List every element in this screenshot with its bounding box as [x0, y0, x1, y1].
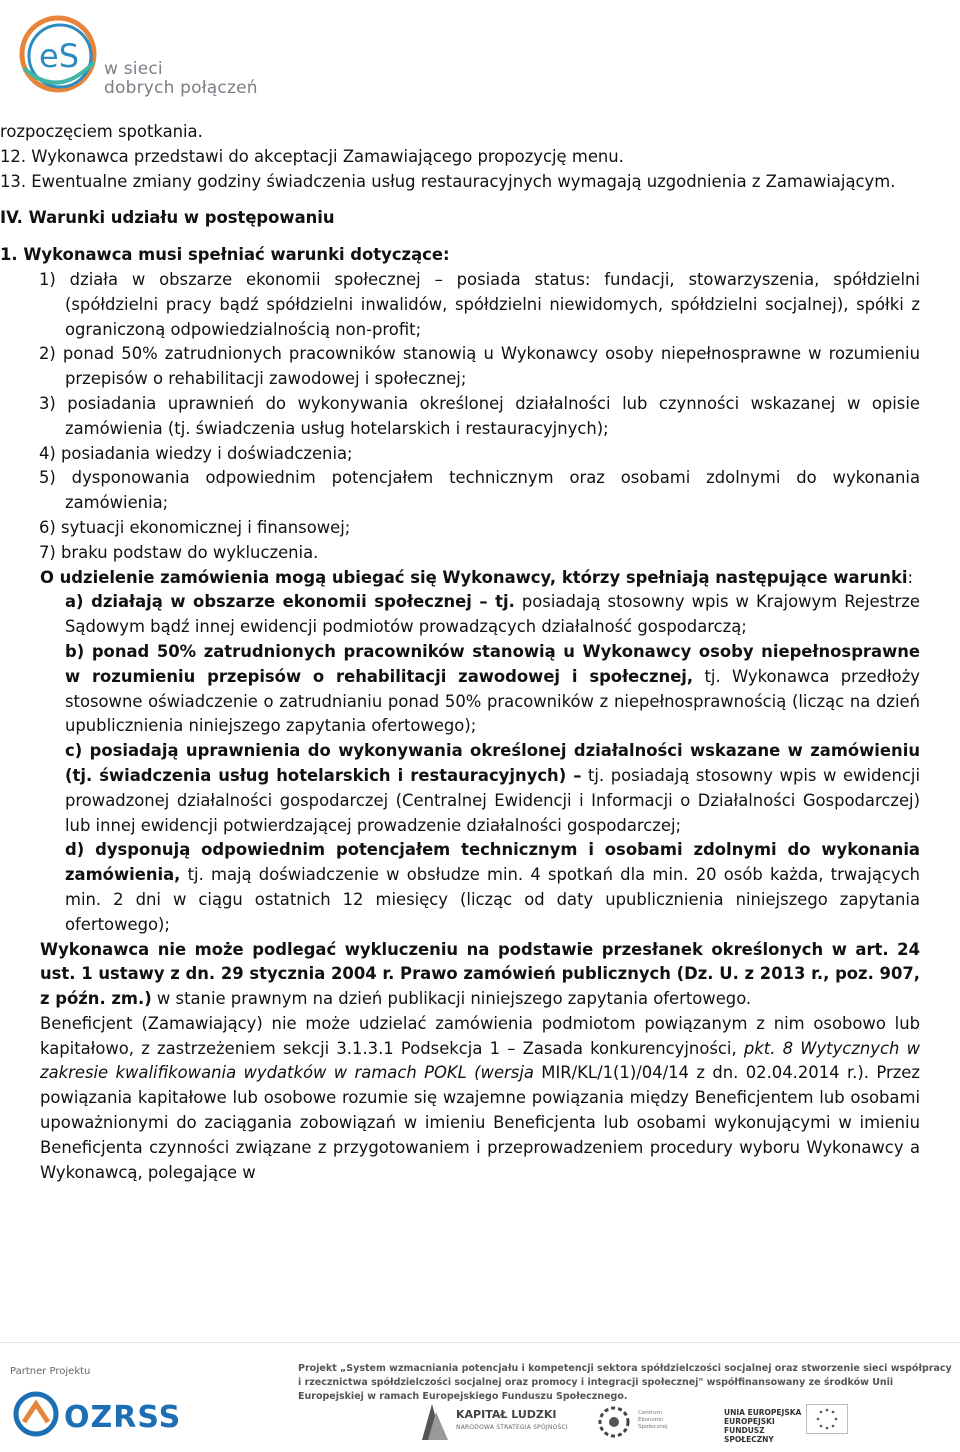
- list-item: 4) posiadania wiedzy i doświadczenia;: [39, 443, 353, 463]
- section-heading: IV. Warunki udziału w postępowaniu: [0, 208, 335, 228]
- logo-line1: w sieci: [104, 59, 163, 79]
- list-item: 5) dysponowania odpowiednim potencjałem technicznym oraz osobami zdolnymi do wykonania zamówienia;: [39, 468, 920, 513]
- point-4-a: Beneficjent (Zamawiający) nie może udzielać zamówienia podmiotom powiązanym z nim osobowo lub kapitałowo, z zastrzeżeniem sekcji 3.1.3.1 Podsekcja 1 – Zasada konkurencyjności,: [40, 1013, 920, 1058]
- list-item: 1) działa w obszarze ekonomii społecznej – posiada status: fundacji, stowarzyszenia, spółdzielni (spółdzielni pracy bądź spółdzielni inwalidów, spółdzielni niewidomych, spółdzielni socjalnej), spółki z ograniczoną odpowiedzialnością non-profit;: [39, 269, 920, 339]
- point-2d: [0, 838, 920, 937]
- kapital-ludzki-logo: [418, 1400, 558, 1444]
- point-2c-rest: tj. posiadają stosowny wpis w ewidencji prowadzonej działalności gospodarczej (Centralnej Ewidencji i Informacji o Działalności Gospodarczej) lub innej ewidencji potwierdzającej prowadzenie działalności gospodarczej;: [65, 765, 920, 835]
- text-line: 12. Wykonawca przedstawi do akceptacji Zamawiającego propozycję menu.: [0, 146, 624, 166]
- footer-divider: [0, 1342, 960, 1343]
- logo-tagline: [104, 60, 258, 98]
- point-number: [0, 1012, 40, 1037]
- partner-label: Partner Projektu: [10, 1366, 91, 1377]
- point-number: [0, 938, 40, 963]
- list-item: 6) sytuacji ekonomicznej i finansowej;: [39, 517, 351, 537]
- point-3-bold: Wykonawca nie może podlegać wykluczeniu na podstawie przesłanek określonych w art. 24 ust. 1 ustawy z dn. 29 stycznia 2004 r. Prawo zamówień publicznych (Dz. U. z 2013 r., poz. 907, z późn. zm.): [40, 939, 920, 1009]
- logo-mark: eS: [39, 37, 79, 75]
- point-2b-bold: b) ponad 50% zatrudnionych pracowników stanowią u Wykonawcy osoby niepełnosprawne w rozumieniu przepisów o rehabilitacji zawodowej i społecznej,: [65, 641, 920, 686]
- ozrss-wordmark: OZRSS: [64, 1400, 182, 1435]
- point-2b-rest: tj. Wykonawca przedłoży stosowne oświadczenie o zatrudnianiu ponad 50% pracowników z niepełnosprawnością (licząc na dzień upublicznienia niniejszego zapytania ofertowego);: [65, 666, 920, 736]
- point-2a-bold: a) działają w obszarze ekonomii społecznej – tj.: [65, 592, 515, 612]
- logo-line2: dobrych połączeń: [104, 78, 258, 98]
- ozrss-arrow-icon: [24, 1404, 48, 1422]
- point-1-heading: 1. Wykonawca musi spełniać warunki dotyczące:: [0, 245, 450, 265]
- eu-flag-icon: [806, 1404, 848, 1434]
- point-3: [0, 938, 920, 1012]
- kl-subtitle: NARODOWA STRATEGIA SPÓJNOŚCI: [456, 1424, 568, 1431]
- ces-center-icon: [609, 1417, 619, 1427]
- point-2d-bold: d) dysponują odpowiednim potencjałem technicznym i osobami zdolnymi do wykonania zamówienia,: [65, 840, 920, 885]
- point-2a: [0, 590, 920, 640]
- point-3-rest: w stanie prawnym na dzień publikacji niniejszego zapytania ofertowego.: [151, 989, 752, 1009]
- project-description: Projekt „System wzmacniania potencjału i kompetencji sektora spółdzielczości socjalnej oraz stworzenie sieci współpracy i rzecznictwa spółdzielczości socjalnej oraz promocy i integracji społecznej" współfinansowany ze środków Unii Europejskiej w ramach Europejskiego Funduszu Społecznego.: [298, 1363, 952, 1402]
- point-number: [0, 566, 40, 591]
- point-2-colon: :: [907, 567, 913, 587]
- point-4: [0, 1012, 920, 1186]
- text-paragraph: 13. Ewentualne zmiany godziny świadczenia usług restauracyjnych wymagają uzgodnienia z Zamawiającym.: [0, 171, 896, 191]
- point-4-italic: pkt. 8 Wytycznych w zakresie kwalifikowania wydatków w ramach POKL (wersja: [40, 1038, 920, 1083]
- document-body: [0, 120, 920, 1185]
- point-4-b: MIR/KL/1(1)/04/14 z dn. 02.04.2014 r.). Przez powiązania kapitałowe lub osobowe rozumie się wzajemne powiązania między Beneficjentem lub osobami upoważnionymi do zaciągania zobowiązań w imieniu Beneficjenta lub osobami wykonującymi w imieniu Beneficjenta czynności związane z przygotowaniem i przeprowadzeniem procedury wyboru Wykonawcy a Wykonawcą, polegające w: [40, 1063, 920, 1182]
- point-2c: [0, 739, 920, 838]
- point-2c-bold: c) posiadają uprawnienia do wykonywania określonej działalności wskazane w zamówieniu (tj. świadczenia usług hotelarskich i restauracyjnych) –: [65, 741, 920, 785]
- point-2a-rest: posiadają stosowny wpis w Krajowym Rejestrze Sądowym bądź innej ewidencji podmiotów prowadzących działalność gospodarczą;: [65, 592, 920, 637]
- ces-text: Centrum Ekonomii Społecznej: [638, 1410, 668, 1430]
- text-line: rozpoczęciem spotkania.: [0, 122, 203, 141]
- point-2b: [0, 640, 920, 739]
- kl-title: KAPITAŁ LUDZKI: [456, 1408, 557, 1421]
- point-2-bold: O udzielenie zamówienia mogą ubiegać się Wykonawcy, którzy spełniają następujące warunki: [40, 567, 908, 587]
- list-item: 2) ponad 50% zatrudnionych pracowników stanowią u Wykonawcy osoby niepełnosprawne w rozumieniu przepisów o rehabilitacji zawodowej i społecznej;: [39, 344, 920, 389]
- eu-text: UNIA EUROPEJSKA EUROPEJSKI FUNDUSZ SPOŁECZNY: [724, 1408, 802, 1444]
- list-item: 3) posiadania uprawnień do wykonywania określonej działalności lub czynności wskazanej w opisie zamówienia (tj. świadczenia usług hotelarskich i restauracyjnych);: [39, 393, 920, 438]
- point-2: [0, 566, 920, 591]
- eu-stars-icon: [807, 1405, 847, 1433]
- point-2d-rest: tj. mają doświadczenie w obsłudze min. 4 spotkań dla min. 20 osób każda, trwających min. 2 dni w ciągu ostatnich 12 miesięcy (licząc od daty upublicznienia niniejszego zapytania ofertowego);: [65, 865, 920, 934]
- list-item: 7) braku podstaw do wykluczenia.: [39, 542, 319, 562]
